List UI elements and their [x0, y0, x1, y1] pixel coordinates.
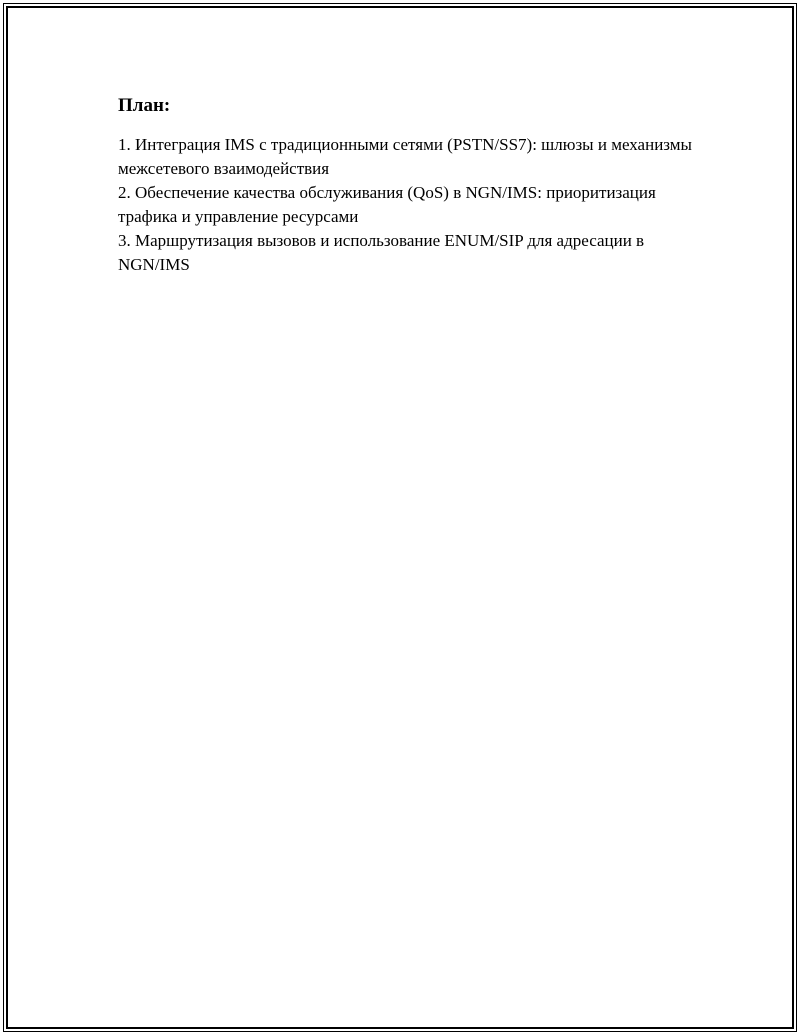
plan-item-2: 2. Обеспечение качества обслуживания (QoS) в NGN/IMS: приоритизация трафика и управление ресурсами [118, 183, 656, 226]
plan-heading: План: [118, 95, 171, 116]
document-content [118, 94, 698, 277]
plan-item-3: 3. Маршрутизация вызовов и использование ENUM/SIP для адресации в NGN/IMS [118, 231, 645, 274]
plan-list [118, 133, 698, 277]
plan-item-1: 1. Интеграция IMS с традиционными сетями (PSTN/SS7): шлюзы и механизмы межсетевого взаимодействия [118, 135, 692, 178]
